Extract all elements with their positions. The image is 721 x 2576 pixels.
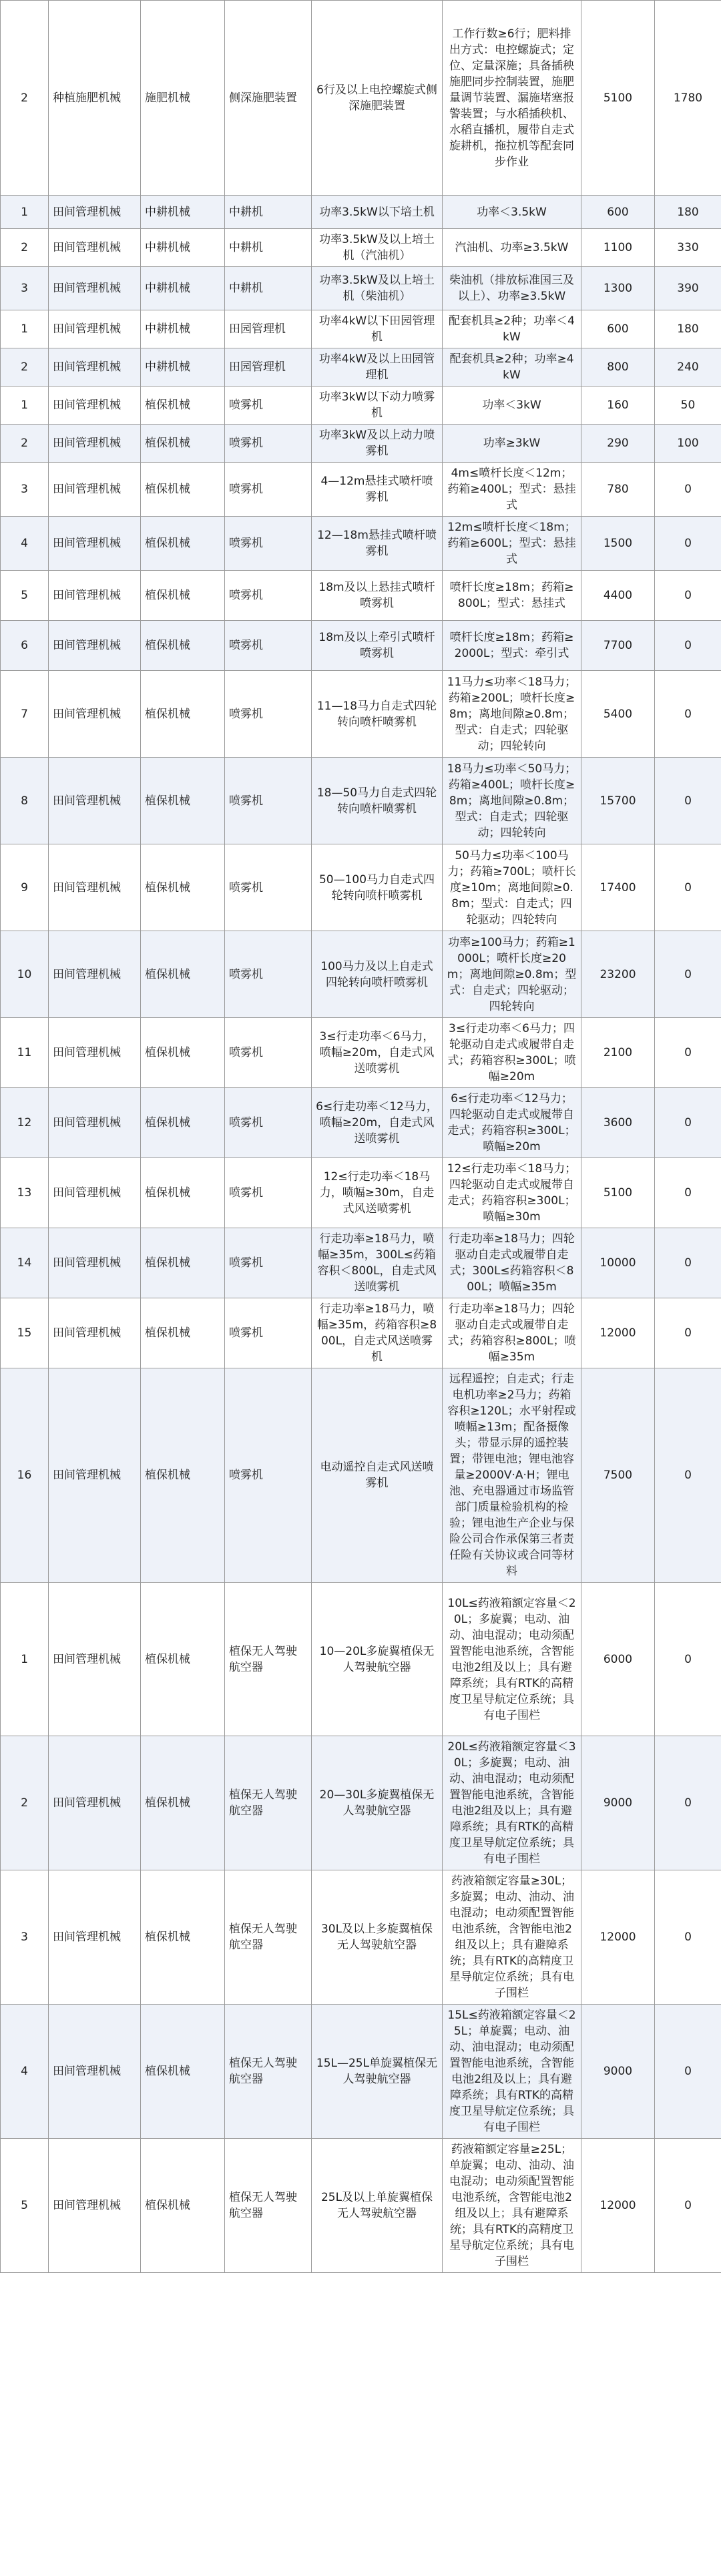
cell-price: 17400 [581, 844, 655, 931]
cell-no: 2 [1, 1, 49, 196]
cell-params: 喷杆长度≥18m；药箱≥800L；型式：悬挂式 [443, 571, 581, 621]
cell-subsidy: 0 [655, 571, 721, 621]
cell-subsidy: 0 [655, 463, 721, 517]
cell-item: 喷雾机 [225, 387, 312, 425]
cell-item: 中耕机 [225, 229, 312, 267]
cell-subsidy: 0 [655, 758, 721, 844]
cell-price: 5100 [581, 1, 655, 196]
cell-grade: 功率3kW及以上动力喷雾机 [312, 425, 443, 463]
cell-price: 12000 [581, 1298, 655, 1368]
cell-price: 12000 [581, 1870, 655, 2005]
cell-category: 田间管理机械 [49, 348, 141, 387]
cell-subsidy: 180 [655, 196, 721, 229]
table-row [1, 931, 721, 1018]
cell-subsidy: 0 [655, 1298, 721, 1368]
cell-no: 1 [1, 196, 49, 229]
cell-subsidy: 240 [655, 348, 721, 387]
cell-item: 中耕机 [225, 267, 312, 310]
table-row [1, 229, 721, 267]
cell-no: 1 [1, 310, 49, 348]
cell-subcategory: 植保机械 [141, 1088, 225, 1158]
cell-category: 田间管理机械 [49, 267, 141, 310]
table-row [1, 1736, 721, 1870]
cell-params: 6≤行走功率＜12马力；四轮驱动自走式或履带自走式；药箱容积≥300L；喷幅≥20m [443, 1088, 581, 1158]
cell-grade: 功率4kW及以上田园管理机 [312, 348, 443, 387]
cell-grade: 12≤行走功率＜18马力，喷幅≥30m，自走式风送喷雾机 [312, 1158, 443, 1228]
cell-price: 1300 [581, 267, 655, 310]
cell-item: 植保无人驾驶航空器 [225, 2005, 312, 2139]
cell-no: 12 [1, 1088, 49, 1158]
cell-no: 4 [1, 2005, 49, 2139]
cell-price: 10000 [581, 1228, 655, 1298]
cell-subcategory: 植保机械 [141, 571, 225, 621]
table-row [1, 758, 721, 844]
cell-subsidy: 0 [655, 931, 721, 1018]
cell-category: 田间管理机械 [49, 758, 141, 844]
cell-subcategory: 植保机械 [141, 844, 225, 931]
cell-no: 9 [1, 844, 49, 931]
cell-price: 5100 [581, 1158, 655, 1228]
cell-params: 工作行数≥6行；肥料排出方式：电控螺旋式；定位、定量深施；具备插秧施肥同步控制装置，施肥量调节装置、漏施堵塞报警装置；与水稻插秧机、水稻直播机，履带自走式旋耕机，拖拉机等配套同步作业 [443, 1, 581, 196]
cell-subcategory: 植保机械 [141, 1583, 225, 1736]
cell-item: 喷雾机 [225, 1158, 312, 1228]
cell-subsidy: 0 [655, 1088, 721, 1158]
cell-no: 2 [1, 348, 49, 387]
cell-category: 种植施肥机械 [49, 1, 141, 196]
cell-price: 800 [581, 348, 655, 387]
table-row [1, 1, 721, 196]
cell-price: 1500 [581, 517, 655, 571]
table-row [1, 267, 721, 310]
cell-params: 功率≥3kW [443, 425, 581, 463]
table-row [1, 348, 721, 387]
cell-subsidy: 0 [655, 844, 721, 931]
cell-grade: 功率3.5kW及以上培土机（柴油机） [312, 267, 443, 310]
cell-subcategory: 中耕机械 [141, 310, 225, 348]
cell-params: 功率＜3.5kW [443, 196, 581, 229]
cell-grade: 12—18m悬挂式喷杆喷雾机 [312, 517, 443, 571]
cell-subsidy: 0 [655, 671, 721, 758]
cell-category: 田间管理机械 [49, 1088, 141, 1158]
cell-no: 4 [1, 517, 49, 571]
cell-category: 田间管理机械 [49, 1870, 141, 2005]
cell-subcategory: 中耕机械 [141, 348, 225, 387]
cell-params: 12≤行走功率＜18马力；四轮驱动自走式或履带自走式；药箱容积≥300L；喷幅≥30m [443, 1158, 581, 1228]
cell-subsidy: 0 [655, 1368, 721, 1583]
cell-subcategory: 中耕机械 [141, 196, 225, 229]
cell-params: 行走功率≥18马力；四轮驱动自走式或履带自走式；300L≤药箱容积＜800L；喷幅≥35m [443, 1228, 581, 1298]
cell-grade: 18m及以上牵引式喷杆喷雾机 [312, 621, 443, 671]
table-row [1, 1583, 721, 1736]
cell-category: 田间管理机械 [49, 671, 141, 758]
cell-subsidy: 0 [655, 1158, 721, 1228]
cell-no: 16 [1, 1368, 49, 1583]
cell-category: 田间管理机械 [49, 425, 141, 463]
cell-item: 喷雾机 [225, 517, 312, 571]
cell-no: 3 [1, 463, 49, 517]
cell-subcategory: 植保机械 [141, 2139, 225, 2273]
cell-category: 田间管理机械 [49, 1583, 141, 1736]
cell-subsidy: 180 [655, 310, 721, 348]
cell-category: 田间管理机械 [49, 517, 141, 571]
cell-price: 7500 [581, 1368, 655, 1583]
cell-subcategory: 植保机械 [141, 463, 225, 517]
cell-price: 600 [581, 310, 655, 348]
cell-no: 11 [1, 1018, 49, 1088]
cell-category: 田间管理机械 [49, 463, 141, 517]
cell-grade: 3≤行走功率＜6马力，喷幅≥20m，自走式风送喷雾机 [312, 1018, 443, 1088]
cell-params: 药液箱额定容量≥30L；多旋翼；电动、油动、油电混动；电动须配置智能电池系统，含智能电池2组及以上；具有避障系统；具有RTK的高精度卫星导航定位系统；具有电子围栏 [443, 1870, 581, 2005]
cell-no: 2 [1, 425, 49, 463]
cell-subsidy: 0 [655, 517, 721, 571]
cell-no: 5 [1, 571, 49, 621]
cell-category: 田间管理机械 [49, 2139, 141, 2273]
table-body [1, 1, 721, 2273]
cell-subsidy: 0 [655, 1583, 721, 1736]
cell-subcategory: 植保机械 [141, 671, 225, 758]
cell-item: 喷雾机 [225, 425, 312, 463]
cell-subsidy: 330 [655, 229, 721, 267]
cell-item: 中耕机 [225, 196, 312, 229]
cell-params: 10L≤药液箱额定容量＜20L；多旋翼；电动、油动、油电混动；电动须配置智能电池系统，含智能电池2组及以上；具有避障系统；具有RTK的高精度卫星导航定位系统；具有电子围栏 [443, 1583, 581, 1736]
cell-price: 7700 [581, 621, 655, 671]
cell-subcategory: 植保机械 [141, 1368, 225, 1583]
cell-no: 1 [1, 1583, 49, 1736]
cell-subsidy: 0 [655, 1018, 721, 1088]
cell-item: 喷雾机 [225, 571, 312, 621]
cell-no: 14 [1, 1228, 49, 1298]
cell-item: 植保无人驾驶航空器 [225, 1870, 312, 2005]
cell-price: 780 [581, 463, 655, 517]
cell-item: 喷雾机 [225, 671, 312, 758]
cell-subsidy: 0 [655, 1870, 721, 2005]
table-row [1, 425, 721, 463]
cell-no: 10 [1, 931, 49, 1018]
cell-price: 12000 [581, 2139, 655, 2273]
cell-no: 3 [1, 267, 49, 310]
cell-item: 田园管理机 [225, 310, 312, 348]
cell-no: 13 [1, 1158, 49, 1228]
table-row [1, 1870, 721, 2005]
cell-params: 柴油机（排放标准国三及以上）、功率≥3.5kW [443, 267, 581, 310]
cell-grade: 功率3.5kW以下培土机 [312, 196, 443, 229]
table-row [1, 621, 721, 671]
cell-subcategory: 植保机械 [141, 387, 225, 425]
cell-price: 160 [581, 387, 655, 425]
cell-params: 汽油机、功率≥3.5kW [443, 229, 581, 267]
cell-no: 8 [1, 758, 49, 844]
cell-price: 4400 [581, 571, 655, 621]
table-row [1, 1018, 721, 1088]
cell-subcategory: 植保机械 [141, 1018, 225, 1088]
cell-grade: 行走功率≥18马力，喷幅≥35m，药箱容积≥800L，自走式风送喷雾机 [312, 1298, 443, 1368]
cell-category: 田间管理机械 [49, 931, 141, 1018]
cell-category: 田间管理机械 [49, 310, 141, 348]
cell-subsidy: 390 [655, 267, 721, 310]
cell-params: 15L≤药液箱额定容量＜25L；单旋翼；电动、油动、油电混动；电动须配置智能电池系统，含智能电池2组及以上；具有避障系统；具有RTK的高精度卫星导航定位系统；具有电子围栏 [443, 2005, 581, 2139]
cell-grade: 10—20L多旋翼植保无人驾驶航空器 [312, 1583, 443, 1736]
cell-subcategory: 中耕机械 [141, 229, 225, 267]
cell-category: 田间管理机械 [49, 571, 141, 621]
cell-params: 4m≤喷杆长度＜12m；药箱≥400L；型式：悬挂式 [443, 463, 581, 517]
table-row [1, 844, 721, 931]
table-row [1, 671, 721, 758]
table-row [1, 2139, 721, 2273]
cell-grade: 6≤行走功率＜12马力，喷幅≥20m，自走式风送喷雾机 [312, 1088, 443, 1158]
cell-subcategory: 植保机械 [141, 758, 225, 844]
cell-grade: 4—12m悬挂式喷杆喷雾机 [312, 463, 443, 517]
cell-subcategory: 施肥机械 [141, 1, 225, 196]
cell-grade: 30L及以上多旋翼植保无人驾驶航空器 [312, 1870, 443, 2005]
cell-item: 田园管理机 [225, 348, 312, 387]
cell-grade: 功率4kW以下田园管理机 [312, 310, 443, 348]
cell-params: 喷杆长度≥18m；药箱≥2000L；型式：牵引式 [443, 621, 581, 671]
cell-grade: 11—18马力自走式四轮转向喷杆喷雾机 [312, 671, 443, 758]
cell-price: 3600 [581, 1088, 655, 1158]
cell-no: 5 [1, 2139, 49, 2273]
cell-item: 喷雾机 [225, 758, 312, 844]
table-row [1, 310, 721, 348]
cell-subcategory: 植保机械 [141, 1870, 225, 2005]
cell-item: 喷雾机 [225, 931, 312, 1018]
cell-params: 配套机具≥2种；功率＜4kW [443, 310, 581, 348]
cell-no: 3 [1, 1870, 49, 2005]
cell-category: 田间管理机械 [49, 1228, 141, 1298]
cell-item: 喷雾机 [225, 1018, 312, 1088]
cell-grade: 功率3.5kW及以上培土机（汽油机） [312, 229, 443, 267]
cell-subcategory: 植保机械 [141, 425, 225, 463]
cell-item: 侧深施肥装置 [225, 1, 312, 196]
cell-price: 9000 [581, 1736, 655, 1870]
cell-grade: 电动遥控自走式风送喷雾机 [312, 1368, 443, 1583]
cell-subsidy: 50 [655, 387, 721, 425]
cell-category: 田间管理机械 [49, 196, 141, 229]
cell-price: 15700 [581, 758, 655, 844]
cell-item: 喷雾机 [225, 463, 312, 517]
cell-subcategory: 植保机械 [141, 1736, 225, 1870]
cell-category: 田间管理机械 [49, 1736, 141, 1870]
table-row [1, 196, 721, 229]
cell-category: 田间管理机械 [49, 229, 141, 267]
table-row [1, 1228, 721, 1298]
cell-subcategory: 植保机械 [141, 2005, 225, 2139]
cell-params: 18马力≤功率＜50马力；药箱≥400L；喷杆长度≥8m；离地间隙≥0.8m；型式：自走式；四轮驱动；四轮转向 [443, 758, 581, 844]
cell-params: 3≤行走功率＜6马力；四轮驱动自走式或履带自走式；药箱容积≥300L；喷幅≥20m [443, 1018, 581, 1088]
cell-category: 田间管理机械 [49, 1158, 141, 1228]
cell-price: 5400 [581, 671, 655, 758]
table-row [1, 463, 721, 517]
cell-price: 23200 [581, 931, 655, 1018]
cell-subsidy: 0 [655, 621, 721, 671]
cell-subcategory: 植保机械 [141, 621, 225, 671]
cell-item: 植保无人驾驶航空器 [225, 2139, 312, 2273]
table-row [1, 1088, 721, 1158]
cell-item: 喷雾机 [225, 1228, 312, 1298]
cell-item: 植保无人驾驶航空器 [225, 1583, 312, 1736]
cell-grade: 6行及以上电控螺旋式侧深施肥装置 [312, 1, 443, 196]
cell-subsidy: 1780 [655, 1, 721, 196]
cell-grade: 18—50马力自走式四轮转向喷杆喷雾机 [312, 758, 443, 844]
cell-grade: 15L—25L单旋翼植保无人驾驶航空器 [312, 2005, 443, 2139]
table-row [1, 2005, 721, 2139]
cell-no: 1 [1, 387, 49, 425]
cell-params: 12m≤喷杆长度＜18m；药箱≥600L；型式：悬挂式 [443, 517, 581, 571]
cell-no: 15 [1, 1298, 49, 1368]
cell-params: 功率≥100马力；药箱≥1000L；喷杆长度≥20m；离地间隙≥0.8m；型式：自走式；四轮驱动；四轮转向 [443, 931, 581, 1018]
cell-subsidy: 0 [655, 1736, 721, 1870]
cell-category: 田间管理机械 [49, 1018, 141, 1088]
cell-grade: 100马力及以上自走式四轮转向喷杆喷雾机 [312, 931, 443, 1018]
table-row [1, 387, 721, 425]
cell-no: 7 [1, 671, 49, 758]
table-row [1, 517, 721, 571]
cell-price: 290 [581, 425, 655, 463]
cell-item: 喷雾机 [225, 1298, 312, 1368]
cell-category: 田间管理机械 [49, 387, 141, 425]
cell-category: 田间管理机械 [49, 2005, 141, 2139]
cell-subcategory: 中耕机械 [141, 267, 225, 310]
cell-grade: 20—30L多旋翼植保无人驾驶航空器 [312, 1736, 443, 1870]
cell-no: 2 [1, 1736, 49, 1870]
table-row [1, 571, 721, 621]
cell-item: 植保无人驾驶航空器 [225, 1736, 312, 1870]
cell-price: 6000 [581, 1583, 655, 1736]
cell-category: 田间管理机械 [49, 1298, 141, 1368]
cell-subcategory: 植保机械 [141, 517, 225, 571]
cell-category: 田间管理机械 [49, 1368, 141, 1583]
cell-subsidy: 100 [655, 425, 721, 463]
cell-params: 11马力≤功率＜18马力；药箱≥200L；喷杆长度≥8m；离地间隙≥0.8m；型式：自走式；四轮驱动；四轮转向 [443, 671, 581, 758]
cell-subsidy: 0 [655, 2139, 721, 2273]
cell-price: 9000 [581, 2005, 655, 2139]
cell-subcategory: 植保机械 [141, 1298, 225, 1368]
cell-item: 喷雾机 [225, 621, 312, 671]
cell-grade: 25L及以上单旋翼植保无人驾驶航空器 [312, 2139, 443, 2273]
cell-item: 喷雾机 [225, 1368, 312, 1583]
cell-item: 喷雾机 [225, 844, 312, 931]
cell-params: 配套机具≥2种；功率≥4kW [443, 348, 581, 387]
cell-subcategory: 植保机械 [141, 1158, 225, 1228]
cell-subcategory: 植保机械 [141, 931, 225, 1018]
table-row [1, 1368, 721, 1583]
cell-category: 田间管理机械 [49, 621, 141, 671]
cell-params: 远程遥控；自走式；行走电机功率≥2马力；药箱容积≥120L；水平射程或喷幅≥13m；配备摄像头；带显示屏的遥控装置；带锂电池；锂电池容量≥2000V·A·H；锂电池、充电器通过市场监管部门质量检验机构的检验；锂电池生产企业与保险公司合作承保第三者责任险有关协议或合同等材料 [443, 1368, 581, 1583]
table-row [1, 1158, 721, 1228]
cell-no: 6 [1, 621, 49, 671]
cell-grade: 18m及以上悬挂式喷杆喷雾机 [312, 571, 443, 621]
cell-subcategory: 植保机械 [141, 1228, 225, 1298]
cell-no: 2 [1, 229, 49, 267]
cell-subsidy: 0 [655, 1228, 721, 1298]
cell-grade: 行走功率≥18马力，喷幅≥35m，300L≤药箱容积＜800L，自走式风送喷雾机 [312, 1228, 443, 1298]
cell-params: 50马力≤功率＜100马力；药箱≥700L；喷杆长度≥10m；离地间隙≥0.8m；型式：自走式；四轮驱动；四轮转向 [443, 844, 581, 931]
cell-item: 喷雾机 [225, 1088, 312, 1158]
cell-category: 田间管理机械 [49, 844, 141, 931]
cell-params: 药液箱额定容量≥25L；单旋翼；电动、油动、油电混动；电动须配置智能电池系统，含智能电池2组及以上；具有避障系统；具有RTK的高精度卫星导航定位系统；具有电子围栏 [443, 2139, 581, 2273]
cell-price: 600 [581, 196, 655, 229]
cell-grade: 功率3kW以下动力喷雾机 [312, 387, 443, 425]
cell-price: 2100 [581, 1018, 655, 1088]
table-row [1, 1298, 721, 1368]
cell-price: 1100 [581, 229, 655, 267]
cell-subsidy: 0 [655, 2005, 721, 2139]
cell-params: 功率＜3kW [443, 387, 581, 425]
cell-grade: 50—100马力自走式四轮转向喷杆喷雾机 [312, 844, 443, 931]
cell-params: 行走功率≥18马力；四轮驱动自走式或履带自走式；药箱容积≥800L；喷幅≥35m [443, 1298, 581, 1368]
cell-params: 20L≤药液箱额定容量＜30L；多旋翼；电动、油动、油电混动；电动须配置智能电池系统，含智能电池2组及以上；具有避障系统；具有RTK的高精度卫星导航定位系统；具有电子围栏 [443, 1736, 581, 1870]
